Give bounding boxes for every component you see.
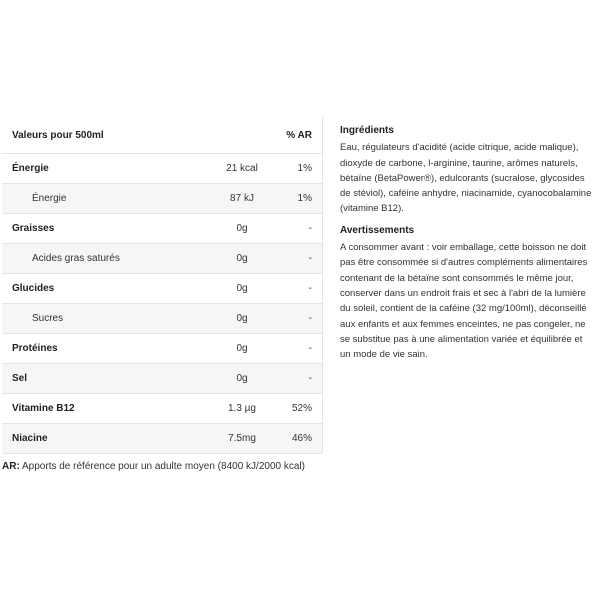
nutrient-name: Niacine <box>2 424 202 454</box>
ingredients-text: Eau, régulateurs d'acidité (acide citrique, acide malique), dioxyde de carbone, l-arginine, taurine, arômes naturels, bétaïne (BetaPower®), edulcorants (sucralose, glycosides de stéviol), caféine anhydre, niacinamide, cyanocobalamine (vitamine B12). <box>340 142 592 215</box>
nutrition-table-body <box>2 117 322 454</box>
footnote-text: Apports de référence pour un adulte moyen (8400 kJ/2000 kcal) <box>19 461 305 472</box>
nutrition-row <box>2 154 322 184</box>
footnote-label: AR: <box>2 461 20 472</box>
nutrient-ar: - <box>282 334 322 364</box>
nutrient-quantity: 0g <box>202 244 282 274</box>
product-info <box>340 123 592 368</box>
nutrient-name: Glucides <box>2 274 202 304</box>
nutrient-ar: - <box>282 304 322 334</box>
nutrient-ar: - <box>282 364 322 394</box>
nutrition-row <box>2 394 322 424</box>
nutrient-quantity: 21 kcal <box>202 154 282 184</box>
nutrient-name: Graisses <box>2 214 202 244</box>
nutrient-ar: - <box>282 244 322 274</box>
nutrition-row <box>2 304 322 334</box>
header-label: Valeurs pour 500ml <box>2 117 202 154</box>
ingredients-title: Ingrédients <box>340 125 394 136</box>
warnings-text: A consommer avant : voir emballage, cette boisson ne doit pas être consommée si d'autres compléments alimentaires contenant de la bétaïne sont consommés le même jour, conserver dans un endroit frais et sec à l'abri de la lumière du soleil, contient de la caféine (32 mg/100ml), déconseillé aux enfants et aux femmes enceintes, ne pas congeler, ne se substitue pas à une alimentation variée et équilibrée et un mode de vie sain. <box>340 242 588 361</box>
nutrition-row <box>2 214 322 244</box>
nutrient-quantity: 0g <box>202 334 282 364</box>
nutrition-header-row <box>2 117 322 154</box>
nutrition-row <box>2 364 322 394</box>
nutrient-ar: - <box>282 214 322 244</box>
table-right-border <box>322 117 323 453</box>
header-ar: % AR <box>282 117 322 154</box>
nutrient-ar: 46% <box>282 424 322 454</box>
nutrient-quantity: 7.5mg <box>202 424 282 454</box>
nutrition-row <box>2 424 322 454</box>
nutrition-row <box>2 274 322 304</box>
nutrient-quantity: 0g <box>202 304 282 334</box>
nutrient-name: Acides gras saturés <box>2 244 202 274</box>
footnote <box>2 461 305 472</box>
nutrient-quantity: 0g <box>202 364 282 394</box>
nutrition-row <box>2 184 322 214</box>
nutrient-quantity: 1.3 µg <box>202 394 282 424</box>
nutrient-ar: 1% <box>282 154 322 184</box>
nutrient-ar: 1% <box>282 184 322 214</box>
nutrient-quantity: 87 kJ <box>202 184 282 214</box>
nutrient-name: Énergie <box>2 154 202 184</box>
warnings-title: Avertissements <box>340 224 415 236</box>
nutrient-name: Vitamine B12 <box>2 394 202 424</box>
nutrient-name: Énergie <box>2 184 202 214</box>
nutrient-name: Sucres <box>2 304 202 334</box>
nutrition-row <box>2 334 322 364</box>
nutrition-table <box>2 117 322 454</box>
nutrient-ar: 52% <box>282 394 322 424</box>
header-qty <box>202 117 282 154</box>
nutrient-name: Sel <box>2 364 202 394</box>
nutrient-quantity: 0g <box>202 274 282 304</box>
nutrient-name: Protéines <box>2 334 202 364</box>
nutrient-quantity: 0g <box>202 214 282 244</box>
nutrient-ar: - <box>282 274 322 304</box>
nutrition-row <box>2 244 322 274</box>
